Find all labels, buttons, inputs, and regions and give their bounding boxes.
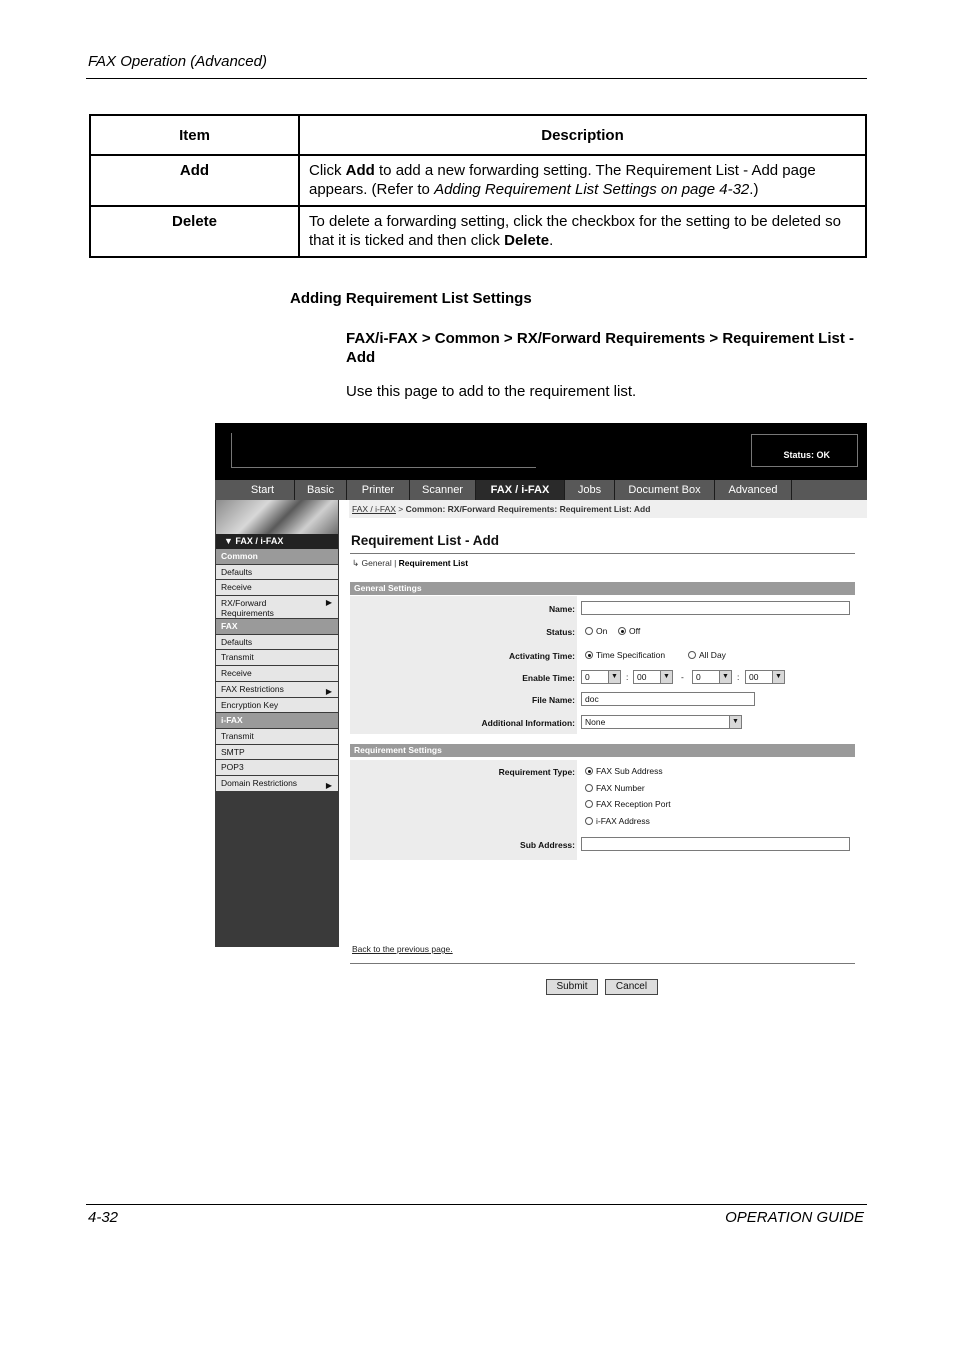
nav-tab[interactable]: Advanced — [715, 480, 792, 500]
table-cell-item: Add — [90, 155, 299, 206]
column-header-description: Description — [299, 115, 866, 155]
header-rule — [86, 78, 867, 79]
radio-unselected-icon — [585, 800, 593, 808]
desc-text: . — [549, 232, 554, 249]
requirement-type-label: Requirement Type: — [498, 767, 575, 777]
submenu-arrow-icon: ▶ — [325, 686, 332, 696]
radio-unselected-icon — [585, 817, 593, 825]
main-nav-bar — [215, 480, 867, 500]
fax-reception-port-radio[interactable] — [585, 799, 671, 809]
section-title: Adding Requirement List Settings — [290, 290, 532, 307]
dropdown-arrow-icon: ▼ — [660, 671, 672, 683]
status-off-radio[interactable] — [618, 626, 640, 636]
logo-area — [231, 433, 536, 468]
file-name-input[interactable]: doc — [581, 692, 755, 706]
ui-screenshot — [215, 423, 867, 992]
sidebar-item-label: Transmit — [221, 730, 254, 741]
nav-tab[interactable]: Basic — [295, 480, 347, 500]
fax-number-radio[interactable] — [585, 783, 645, 793]
radio-unselected-icon — [585, 627, 593, 635]
sidebar-item-label: RX/Forward Requirements — [221, 598, 274, 619]
ifax-address-radio[interactable] — [585, 816, 650, 826]
cancel-button[interactable]: Cancel — [605, 979, 658, 995]
sub-address-label: Sub Address: — [520, 840, 575, 850]
dropdown-arrow-icon: ▼ — [729, 716, 741, 728]
status-on-radio[interactable] — [585, 626, 607, 636]
sidebar-banner-image — [216, 500, 338, 534]
sidebar-item-label: SMTP — [221, 746, 245, 757]
footer-rule — [86, 1204, 867, 1205]
time-colon: : — [737, 672, 740, 682]
radio-unselected-icon — [585, 784, 593, 792]
enable-start-minute-select[interactable] — [633, 670, 673, 684]
status-label: Status: — [546, 627, 575, 637]
name-label: Name: — [549, 604, 575, 614]
table-row — [90, 206, 866, 257]
table-row — [90, 155, 866, 206]
select-value: None — [585, 717, 606, 727]
requirement-settings-header: Requirement Settings — [350, 744, 855, 757]
sub-address-input[interactable] — [581, 837, 850, 851]
column-header-item: Item — [90, 115, 299, 155]
requirement-settings-form — [350, 760, 855, 860]
sidebar-item-label: FAX Restrictions — [221, 683, 284, 694]
sidebar-item[interactable] — [216, 580, 338, 596]
submit-button[interactable]: Submit — [546, 979, 598, 995]
select-value: 0 — [585, 672, 590, 682]
additional-info-label: Additional Information: — [481, 718, 575, 728]
desc-text: .) — [749, 181, 759, 198]
status-on-label: On — [596, 626, 608, 636]
sidebar-item[interactable] — [216, 596, 338, 619]
sidebar-item[interactable] — [216, 745, 338, 761]
status-box — [751, 434, 858, 467]
sidebar-item-label: Domain Restrictions — [221, 777, 298, 788]
subnav-current: Requirement List — [398, 558, 469, 568]
select-value: 0 — [696, 672, 701, 682]
status-text: Status: OK — [783, 450, 830, 460]
dropdown-arrow-icon: ▼ — [719, 671, 731, 683]
all-day-label: All Day — [699, 650, 726, 660]
sidebar-title: ▼ FAX / i-FAX — [216, 534, 338, 549]
breadcrumb-link[interactable]: FAX / i-FAX — [352, 504, 396, 514]
desc-bold: Delete — [504, 232, 550, 249]
time-specification-label: Time Specification — [596, 650, 666, 660]
sidebar-item[interactable] — [216, 698, 338, 714]
file-name-row — [350, 692, 855, 708]
sidebar-menu — [216, 549, 338, 792]
desc-text: to add a new forwarding setting. The Requirement List - Add page appears. (Refer to — [309, 162, 816, 198]
name-input[interactable] — [581, 601, 850, 615]
page-title: Requirement List - Add — [351, 533, 500, 548]
time-specification-radio[interactable] — [585, 650, 665, 660]
time-dash: - — [681, 672, 684, 682]
select-value: 00 — [749, 672, 759, 682]
fax-reception-port-label: FAX Reception Port — [596, 799, 671, 809]
desc-reference: Adding Requirement List Settings on page 4-32 — [434, 181, 750, 198]
ifax-address-label: i-FAX Address — [596, 816, 650, 826]
table-cell-description — [299, 155, 866, 206]
breadcrumb — [349, 500, 867, 518]
submenu-arrow-icon: ▶ — [325, 598, 332, 608]
sidebar-item[interactable] — [216, 635, 338, 651]
sidebar-item-label: FAX — [221, 621, 238, 632]
nav-tab[interactable]: Jobs — [565, 480, 615, 500]
enable-time-row — [350, 670, 855, 686]
general-settings-header: General Settings — [350, 582, 855, 595]
additional-info-select[interactable] — [581, 715, 742, 729]
status-off-label: Off — [629, 626, 641, 636]
sidebar-item-label: Encryption Key — [221, 699, 279, 710]
page-header: FAX Operation (Advanced) — [88, 53, 267, 70]
nav-tab[interactable]: Start — [231, 480, 295, 500]
fax-sub-address-label: FAX Sub Address — [596, 766, 663, 776]
sidebar-item-label: Receive — [221, 582, 252, 593]
file-name-label: File Name: — [532, 695, 575, 705]
select-value: 00 — [637, 672, 647, 682]
radio-selected-icon — [585, 767, 593, 775]
back-link[interactable]: Back to the previous page. — [352, 944, 453, 954]
sidebar-item-label: Receive — [221, 668, 252, 679]
all-day-radio[interactable] — [688, 650, 726, 660]
nav-tab[interactable]: Printer — [347, 480, 410, 500]
bottom-rule — [350, 963, 855, 964]
sidebar-item-label: Defaults — [221, 566, 253, 577]
description-table — [89, 114, 867, 258]
sidebar-item-label: POP3 — [221, 762, 244, 773]
general-settings-form — [350, 596, 855, 734]
sidebar-section-header[interactable] — [216, 549, 338, 565]
enable-start-hour-select[interactable] — [581, 670, 621, 684]
sidebar-item-label: Transmit — [221, 652, 254, 663]
sidebar-item-label: Common — [221, 551, 258, 561]
sidebar-item[interactable] — [216, 650, 338, 666]
activating-time-label: Activating Time: — [509, 651, 575, 661]
sidebar-section-header[interactable] — [216, 619, 338, 635]
desc-text: Click — [309, 162, 346, 179]
page-number: 4-32 — [88, 1209, 119, 1226]
sidebar — [215, 500, 339, 947]
sub-address-row — [350, 837, 855, 853]
enable-time-label: Enable Time: — [522, 673, 575, 683]
dropdown-arrow-icon: ▼ — [608, 671, 620, 683]
enable-end-hour-select[interactable] — [692, 670, 732, 684]
desc-bold: Add — [345, 162, 375, 179]
nav-tab[interactable]: Scanner — [410, 480, 476, 500]
subnav-separator: | — [391, 558, 399, 568]
radio-selected-icon — [618, 627, 626, 635]
title-rule — [350, 553, 855, 554]
sidebar-item[interactable] — [216, 682, 338, 698]
table-cell-item: Delete — [90, 206, 299, 257]
status-row — [350, 624, 855, 640]
sidebar-item-label: Defaults — [221, 636, 253, 647]
sidebar-item[interactable] — [216, 729, 338, 745]
sidebar-item[interactable] — [216, 760, 338, 776]
subnav-general-link[interactable]: ↳ General — [352, 558, 392, 568]
sidebar-item[interactable] — [216, 776, 338, 792]
radio-selected-icon — [585, 651, 593, 659]
dropdown-arrow-icon: ▼ — [772, 671, 784, 683]
submenu-arrow-icon: ▶ — [325, 780, 332, 790]
breadcrumb-current: Common: RX/Forward Requirements: Requirement List: Add — [405, 504, 651, 514]
time-colon: : — [626, 672, 629, 682]
additional-info-row — [350, 715, 855, 731]
section-intro: Use this page to add to the requirement list. — [346, 383, 637, 400]
table-cell-description — [299, 206, 866, 257]
navigation-path: FAX/i-FAX > Common > RX/Forward Requirements > Requirement List - Add — [346, 330, 855, 366]
fax-number-label: FAX Number — [596, 783, 645, 793]
radio-unselected-icon — [688, 651, 696, 659]
sidebar-item[interactable] — [216, 666, 338, 682]
requirement-type-row — [350, 764, 855, 826]
guide-title: OPERATION GUIDE — [725, 1209, 864, 1226]
desc-text: To delete a forwarding setting, click the checkbox for the setting to be deleted so that it is ticked and then click — [309, 213, 841, 249]
sidebar-section-header[interactable] — [216, 713, 338, 729]
activating-time-row — [350, 648, 855, 664]
sidebar-item[interactable] — [216, 565, 338, 581]
sidebar-item-label: i-FAX — [221, 715, 243, 726]
table-header-row — [90, 115, 866, 155]
breadcrumb-separator: > — [395, 504, 406, 514]
sub-navigation — [352, 558, 468, 569]
top-banner — [215, 423, 867, 480]
enable-end-minute-select[interactable] — [745, 670, 785, 684]
nav-tab[interactable]: Document Box — [615, 480, 715, 500]
nav-tab[interactable]: FAX / i-FAX — [476, 480, 565, 500]
name-row — [350, 601, 855, 617]
fax-sub-address-radio[interactable] — [585, 766, 663, 776]
